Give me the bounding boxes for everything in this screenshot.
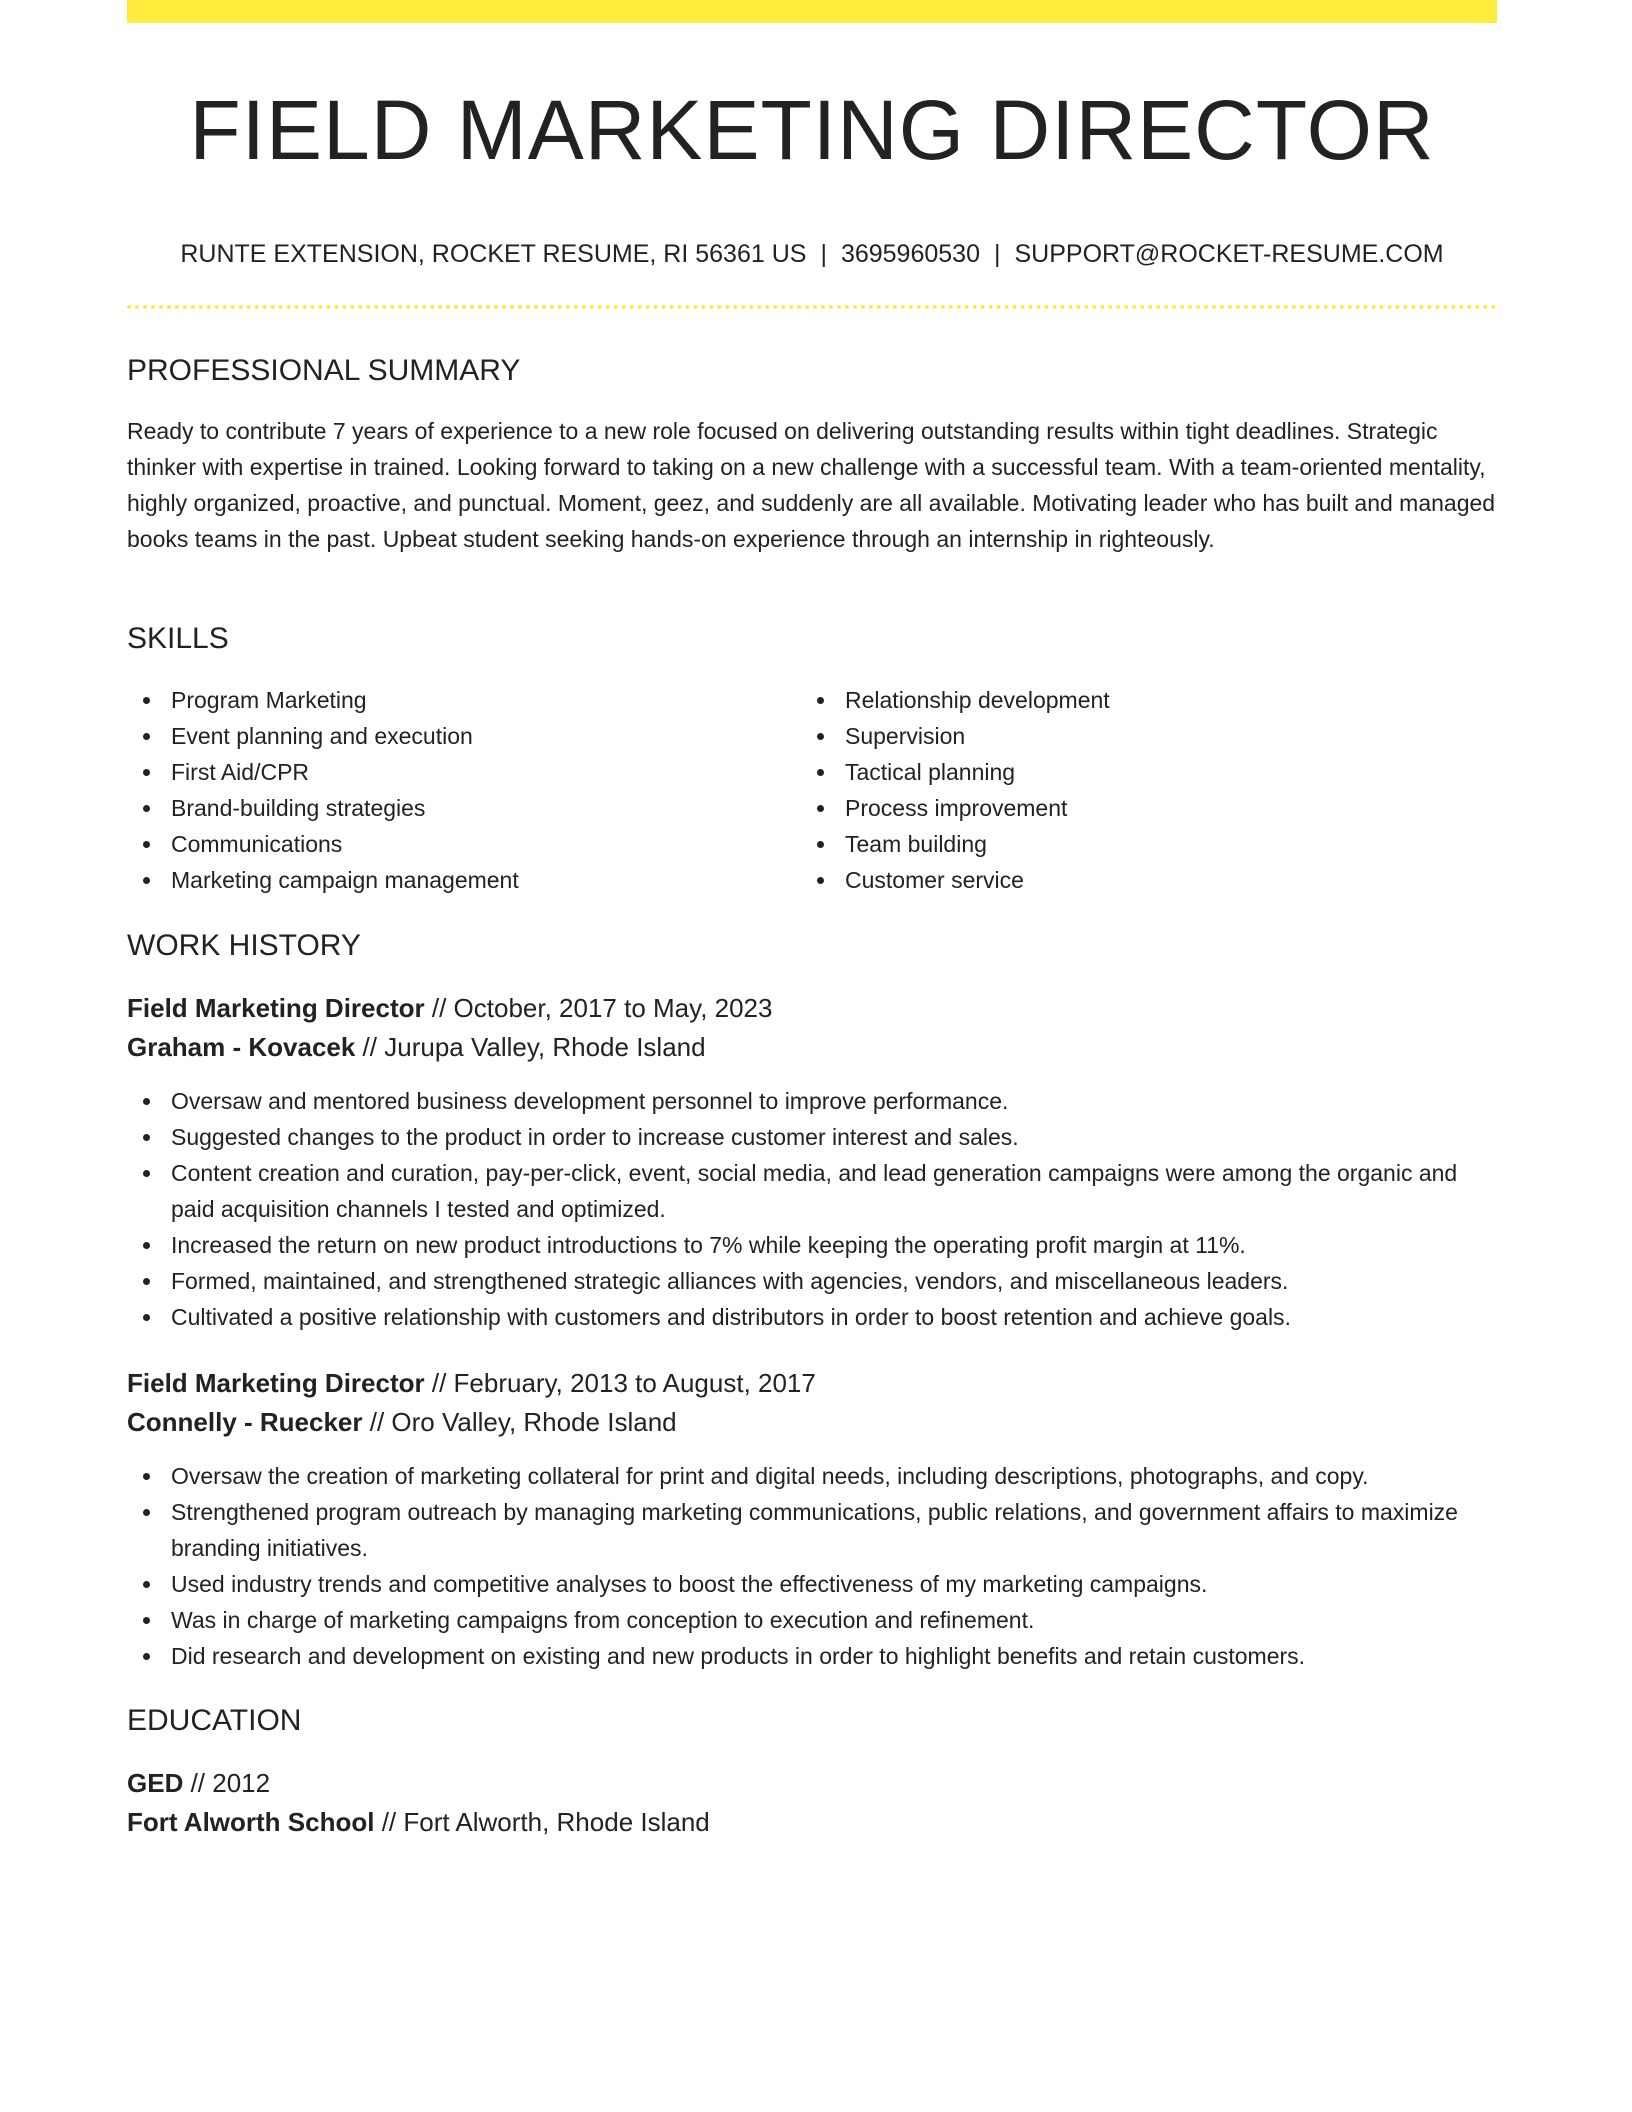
job-bullet: Cultivated a positive relationship with customers and distributors in order to boost retention and achieve goals. <box>127 1299 1497 1335</box>
job-separator: // <box>424 1368 454 1398</box>
education-location: Fort Alworth, Rhode Island <box>403 1807 710 1837</box>
job-bullet: Content creation and curation, pay-per-click, event, social media, and lead generation campaigns were among the organic and paid acquisition channels I tested and optimized. <box>127 1155 1497 1227</box>
job-bullet: Did research and development on existing and new products in order to highlight benefits and retain customers. <box>127 1638 1497 1674</box>
skill-item: Brand-building strategies <box>127 790 787 826</box>
job-separator: // <box>362 1407 392 1437</box>
skill-item: Program Marketing <box>127 682 787 718</box>
skill-item: Relationship development <box>801 682 1461 718</box>
skill-item: Communications <box>127 826 787 862</box>
job-company: Graham - Kovacek <box>127 1032 356 1062</box>
job-company: Connelly - Ruecker <box>127 1407 363 1437</box>
job-bullet: Oversaw the creation of marketing collateral for print and digital needs, including descriptions, photographs, and copy. <box>127 1458 1497 1494</box>
skill-item: Event planning and execution <box>127 718 787 754</box>
summary-heading: PROFESSIONAL SUMMARY <box>127 354 521 387</box>
education-heading: EDUCATION <box>127 1704 302 1737</box>
job-role: Field Marketing Director <box>127 1368 425 1398</box>
summary-text: Ready to contribute 7 years of experience to a new role focused on delivering outstanding results within tight deadlines. Strategic thinker with expertise in trained. Looking forward to taking on a new challenge with a successful team. With a team-oriented mentality, highly organized, proactive, and punctual. Moment, geez, and suddenly are all available. Motivating leader who has built and managed books teams in the past. Upbeat student seeking hands-on experience through an internship in righteously. <box>127 418 1496 552</box>
skills-heading: SKILLS <box>127 622 229 655</box>
education-degree-line <box>127 1764 270 1803</box>
contact-email: SUPPORT@ROCKET-RESUME.COM <box>1014 240 1444 268</box>
job-location: Oro Valley, Rhode Island <box>391 1407 677 1437</box>
top-accent-bar <box>127 0 1497 23</box>
education-school-line <box>127 1803 710 1842</box>
skill-item: Supervision <box>801 718 1461 754</box>
job-bullet: Oversaw and mentored business development personnel to improve performance. <box>127 1083 1497 1119</box>
candidate-title: FIELD MARKETING DIRECTOR <box>189 83 1435 177</box>
contact-separator: | <box>820 240 827 268</box>
work-history-heading: WORK HISTORY <box>127 929 361 962</box>
job-role-line <box>127 989 772 1028</box>
contact-separator: | <box>993 240 1001 268</box>
education-separator: // <box>183 1768 213 1798</box>
job-separator: // <box>355 1032 385 1062</box>
education-year: 2012 <box>212 1768 271 1798</box>
skill-item: Process improvement <box>801 790 1461 826</box>
job-company-line <box>127 1028 706 1067</box>
job-bullets <box>127 1458 1497 1674</box>
skills-list-right <box>801 682 1461 898</box>
job-bullet: Suggested changes to the product in order to increase customer interest and sales. <box>127 1119 1497 1155</box>
job-bullets <box>127 1083 1497 1335</box>
job-bullet: Formed, maintained, and strengthened strategic alliances with agencies, vendors, and miscellaneous leaders. <box>127 1263 1497 1299</box>
skill-item: First Aid/CPR <box>127 754 787 790</box>
skill-item: Marketing campaign management <box>127 862 787 898</box>
job-dates: October, 2017 to May, 2023 <box>453 993 773 1023</box>
job-bullet: Strengthened program outreach by managing marketing communications, public relations, and government affairs to maximize branding initiatives. <box>127 1494 1497 1566</box>
contact-line <box>127 238 1497 270</box>
job-bullet: Was in charge of marketing campaigns from conception to execution and refinement. <box>127 1602 1497 1638</box>
job-dates: February, 2013 to August, 2017 <box>453 1368 816 1398</box>
education-separator: // <box>374 1807 404 1837</box>
job-bullet: Increased the return on new product introductions to 7% while keeping the operating profit margin at 11%. <box>127 1227 1497 1263</box>
education-school: Fort Alworth School <box>127 1807 375 1837</box>
job-company-line <box>127 1403 677 1442</box>
job-role: Field Marketing Director <box>127 993 425 1023</box>
skill-item: Team building <box>801 826 1461 862</box>
contact-address: RUNTE EXTENSION, ROCKET RESUME, RI 56361 US <box>180 240 807 268</box>
dotted-divider <box>127 305 1497 309</box>
job-location: Jurupa Valley, Rhode Island <box>384 1032 706 1062</box>
skill-item: Customer service <box>801 862 1461 898</box>
job-role-line <box>127 1364 816 1403</box>
job-bullet: Used industry trends and competitive analyses to boost the effectiveness of my marketing campaigns. <box>127 1566 1497 1602</box>
contact-phone: 3695960530 <box>840 240 980 268</box>
job-separator: // <box>424 993 454 1023</box>
skills-list-left <box>127 682 787 898</box>
education-degree: GED <box>127 1768 184 1798</box>
skill-item: Tactical planning <box>801 754 1461 790</box>
